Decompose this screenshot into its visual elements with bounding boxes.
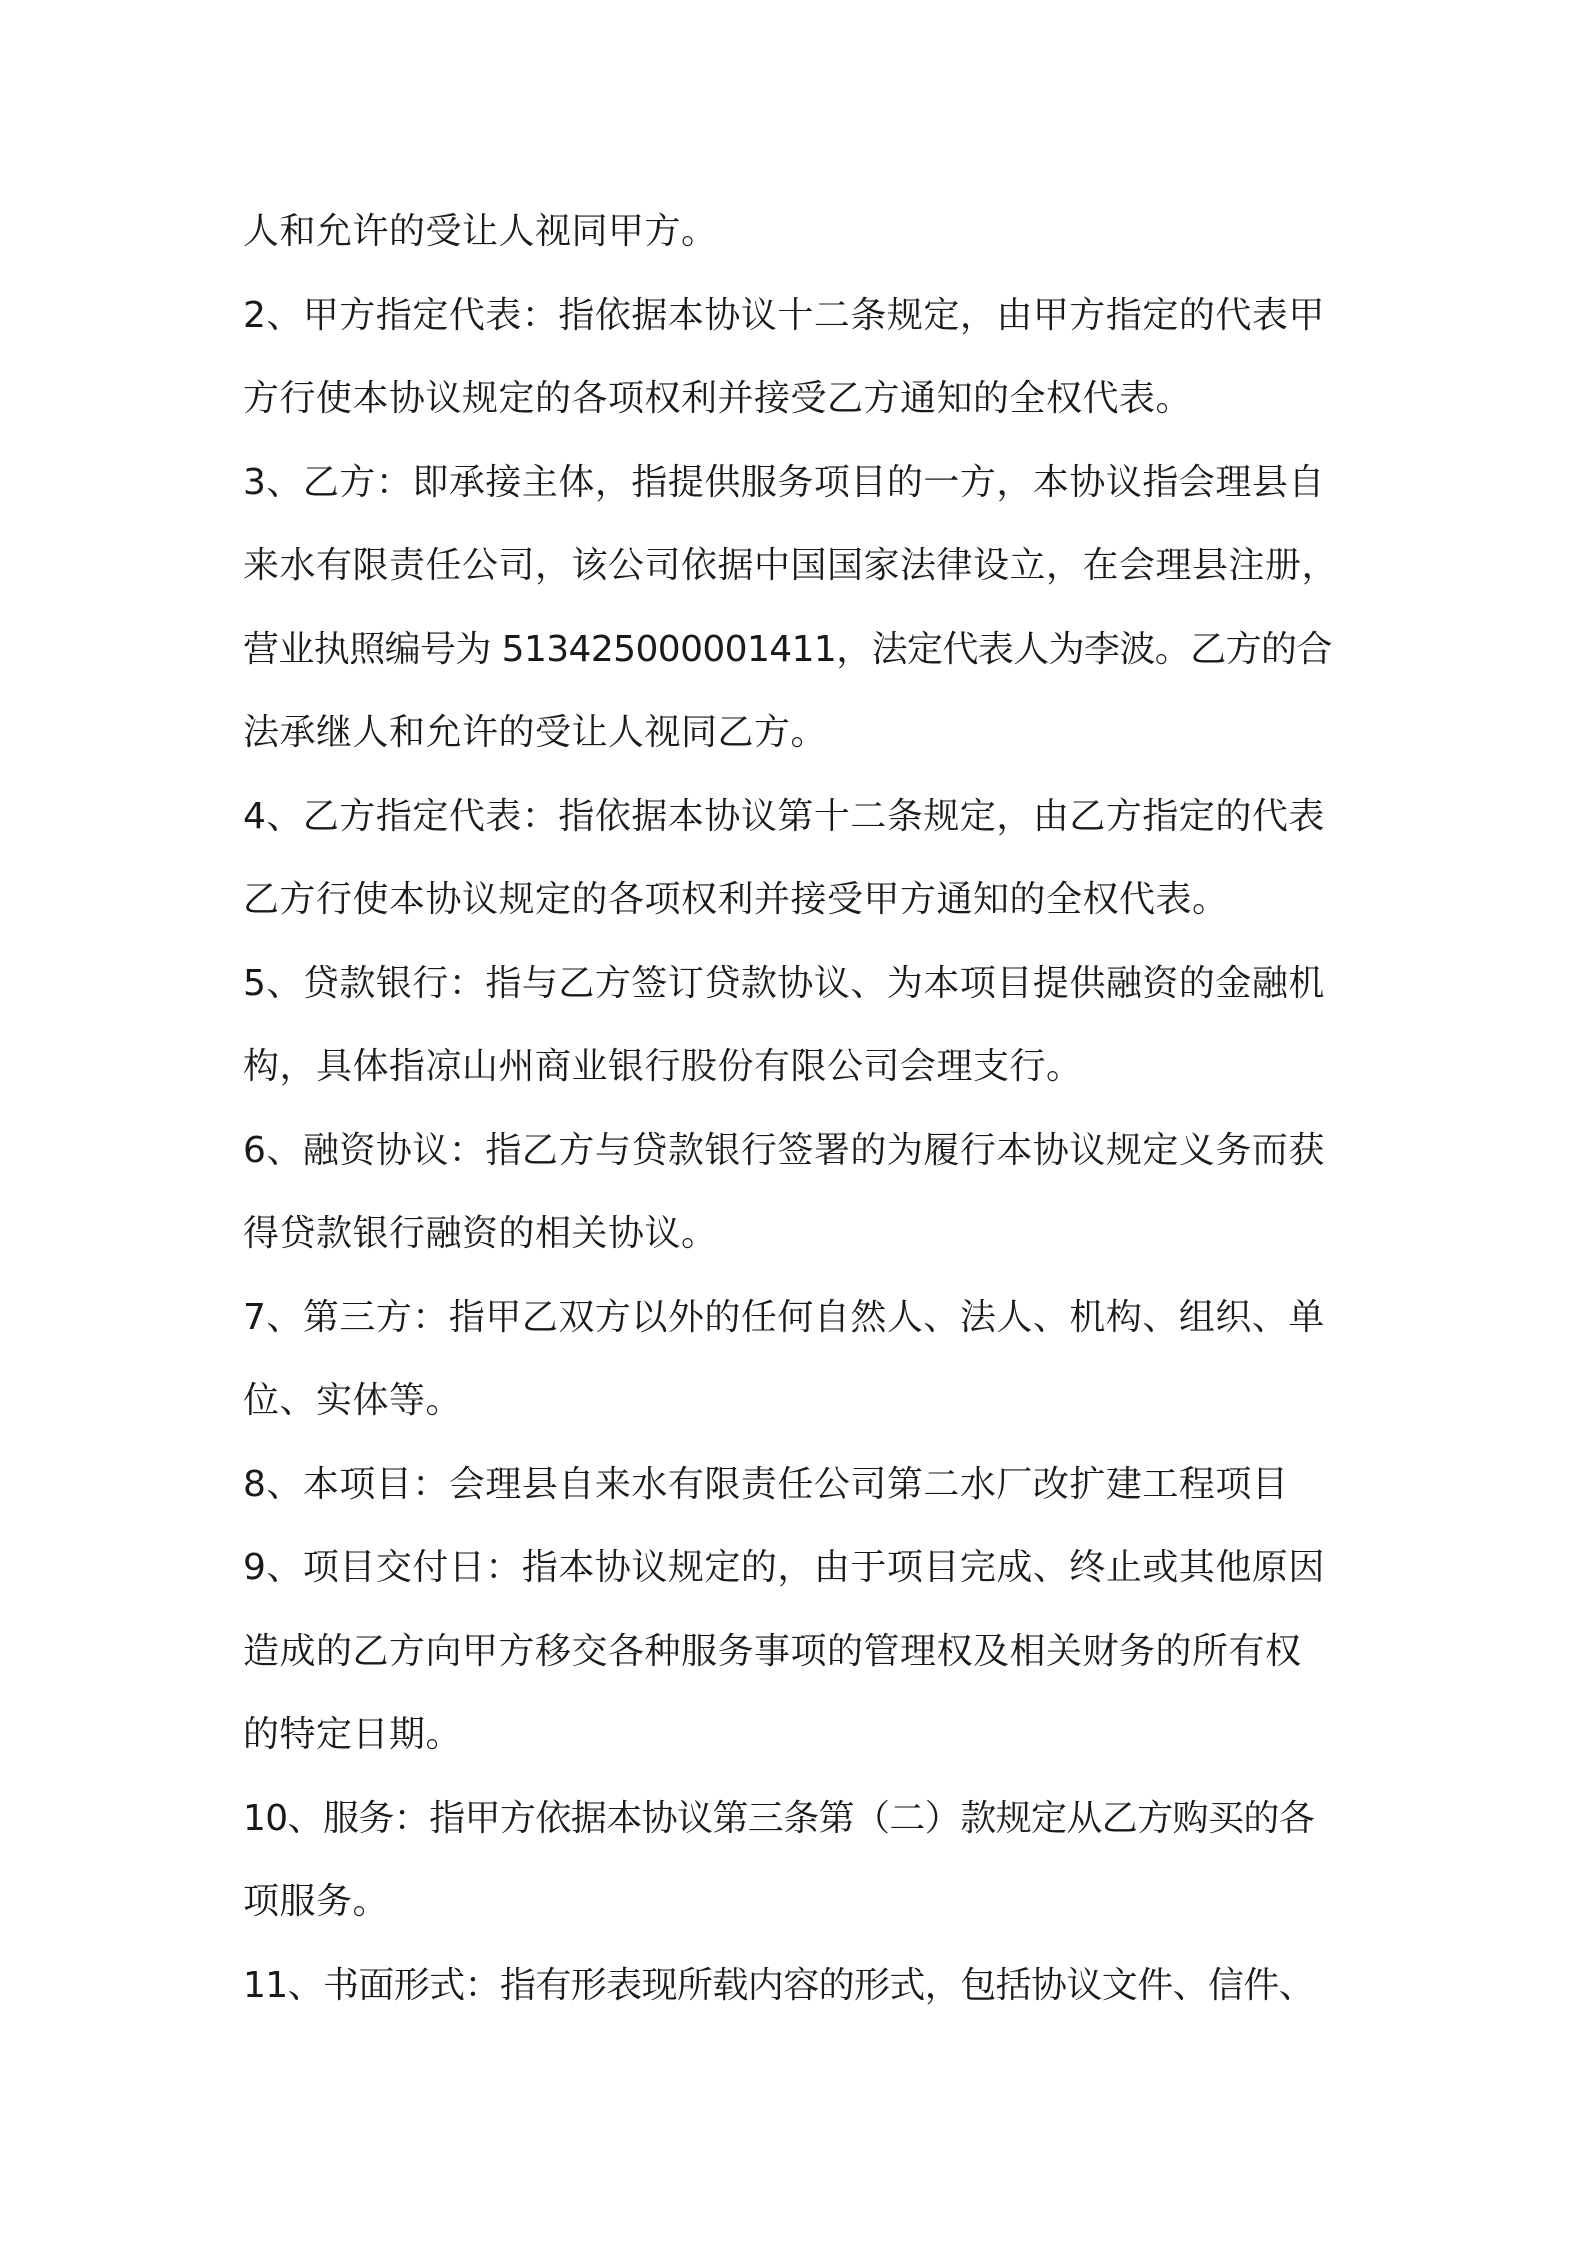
- text-line: 2、甲方指定代表：指依据本协议十二条规定，由甲方指定的代表甲: [243, 294, 1325, 336]
- text-line: 9、项目交付日：指本协议规定的，由于项目完成、终止或其他原因: [243, 1547, 1325, 1588]
- text-line: 位、实体等。: [243, 1380, 463, 1421]
- text-line: 人和允许的受让人视同甲方。: [243, 211, 718, 252]
- text-line: 项服务。: [243, 1881, 390, 1922]
- text-line: 11、书面形式：指有形表现所载内容的形式，包括协议文件、信件、: [243, 1964, 1315, 2006]
- text-line: 5、贷款银行：指与乙方签订贷款协议、为本项目提供融资的金融机: [243, 962, 1325, 1004]
- text-line: 乙方行使本协议规定的各项权利并接受甲方通知的全权代表。: [243, 879, 1229, 920]
- text-line: 6、融资协议：指乙方与贷款银行签署的为履行本协议规定义务而获: [243, 1129, 1325, 1171]
- text-line: 造成的乙方向甲方移交各种服务事项的管理权及相关财务的所有权: [243, 1630, 1302, 1672]
- text-line: 营业执照编号为 513425000001411，法定代表人为李波。乙方的合: [243, 628, 1332, 670]
- text-line: 7、第三方：指甲乙双方以外的任何自然人、法人、机构、组织、单: [243, 1296, 1325, 1338]
- text-line: 的特定日期。: [243, 1714, 463, 1755]
- text-line: 法承继人和允许的受让人视同乙方。: [243, 712, 828, 753]
- text-line: 构，具体指凉山州商业银行股份有限公司会理支行。: [243, 1046, 1083, 1087]
- text-line: 4、乙方指定代表：指依据本协议第十二条规定，由乙方指定的代表: [243, 795, 1325, 837]
- text-line: 10、服务：指甲方依据本协议第三条第（二）款规定从乙方购买的各: [243, 1797, 1315, 1839]
- document-body: [243, 190, 1358, 2027]
- text-line: 8、本项目：会理县自来水有限责任公司第二水厂改扩建工程项目: [243, 1463, 1289, 1505]
- text-line: 方行使本协议规定的各项权利并接受乙方通知的全权代表。: [243, 378, 1193, 419]
- text-line: 3、乙方：即承接主体，指提供服务项目的一方，本协议指会理县自: [243, 461, 1325, 503]
- text-line: 得贷款银行融资的相关协议。: [243, 1213, 718, 1254]
- text-line: 来水有限责任公司，该公司依据中国国家法律设立，在会理县注册，: [243, 545, 1339, 586]
